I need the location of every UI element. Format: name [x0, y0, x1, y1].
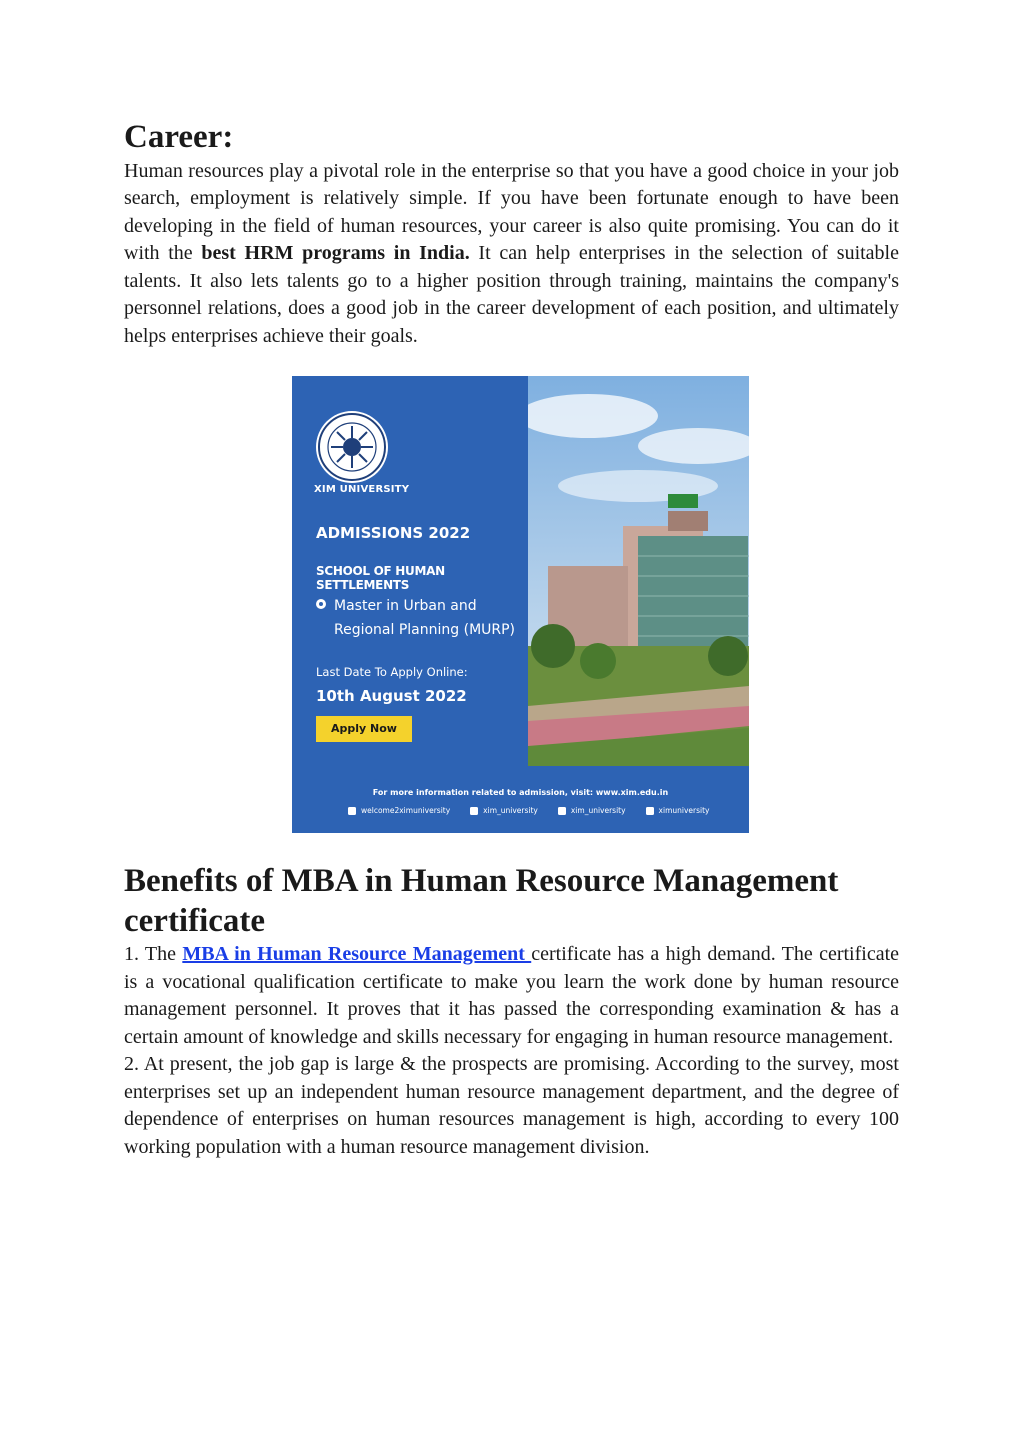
social-handle: xim_university — [483, 806, 538, 816]
program-line-1: Master in Urban and — [334, 598, 477, 615]
social-youtube[interactable] — [646, 806, 710, 815]
benefits-heading: Benefits of MBA in Human Resource Management certificate — [124, 863, 839, 940]
social-handle: xim_university — [570, 806, 626, 816]
social-links — [348, 806, 709, 815]
benefit-1-text: certificate has a high demand. The certificate is a vocational qualification certificate to make you learn the work done by human resource management personnel. It proves that it has passed the corresponding examination & has a certain amount of knowledge and skills necessary for engaging in human resource management. — [124, 943, 899, 1048]
benefits-paragraph-2: 2. At present, the job gap is large & the prospects are promising. According to the survey, most enterprises set up an independent human resource management department, and the degree of dependence of enterprises on human resources management is high, according to every 100 working population with a human resource management division. — [124, 1053, 899, 1158]
career-text-start: Human resources play a pivotal role in the enterprise so that you have a good choice in your job search, employment is relatively simple. If you have been fortunate enough to have been developing in the field of human resources, your career is also quite promising. You can do it with the — [124, 159, 899, 265]
youtube-icon — [646, 807, 654, 815]
career-text-end: It can help enterprises in the selection of suitable talents. It also lets talents go to a higher position through training, maintains the company's personnel relations, does a good job in the career development of each position, and ultimately helps enterprises achieve their goals. — [124, 242, 899, 347]
social-handle: ximuniversity — [658, 806, 710, 816]
twitter-icon — [470, 807, 478, 815]
last-date-value: 10th August 2022 — [316, 687, 467, 706]
document-page — [124, 118, 899, 1161]
admissions-banner-image — [292, 376, 749, 833]
benefit-1-prefix: 1. The — [124, 943, 183, 966]
social-twitter[interactable] — [470, 806, 538, 815]
program-line-2: Regional Planning (MURP) — [334, 622, 516, 639]
program-name — [316, 594, 515, 642]
bullet-icon — [316, 599, 326, 609]
banner-text-panel — [292, 376, 528, 766]
instagram-icon — [558, 807, 566, 815]
facebook-icon — [348, 807, 356, 815]
career-bold-phrase: best HRM programs in India. — [201, 242, 470, 265]
school-name: SCHOOL OF HUMAN SETTLEMENTS — [316, 564, 445, 593]
last-date-label: Last Date To Apply Online: — [316, 665, 468, 680]
benefits-paragraph-1 — [124, 941, 899, 1051]
last-date-block — [316, 660, 468, 708]
campus-building-photo — [528, 376, 749, 766]
apply-now-button[interactable]: Apply Now — [316, 716, 412, 742]
career-heading: Career: — [124, 119, 234, 155]
university-name: XIM UNIVERSITY — [314, 484, 410, 496]
social-facebook[interactable] — [348, 806, 450, 815]
career-paragraph — [124, 158, 899, 351]
banner-footer-info: For more information related to admission, visit: www.xim.edu.in — [372, 788, 669, 798]
social-handle: welcome2ximuniversity — [361, 806, 451, 816]
university-logo — [316, 411, 388, 483]
social-instagram[interactable] — [558, 806, 626, 815]
mba-hrm-link[interactable]: MBA in Human Resource Management — [182, 943, 532, 966]
admissions-title: ADMISSIONS 2022 — [316, 524, 471, 543]
